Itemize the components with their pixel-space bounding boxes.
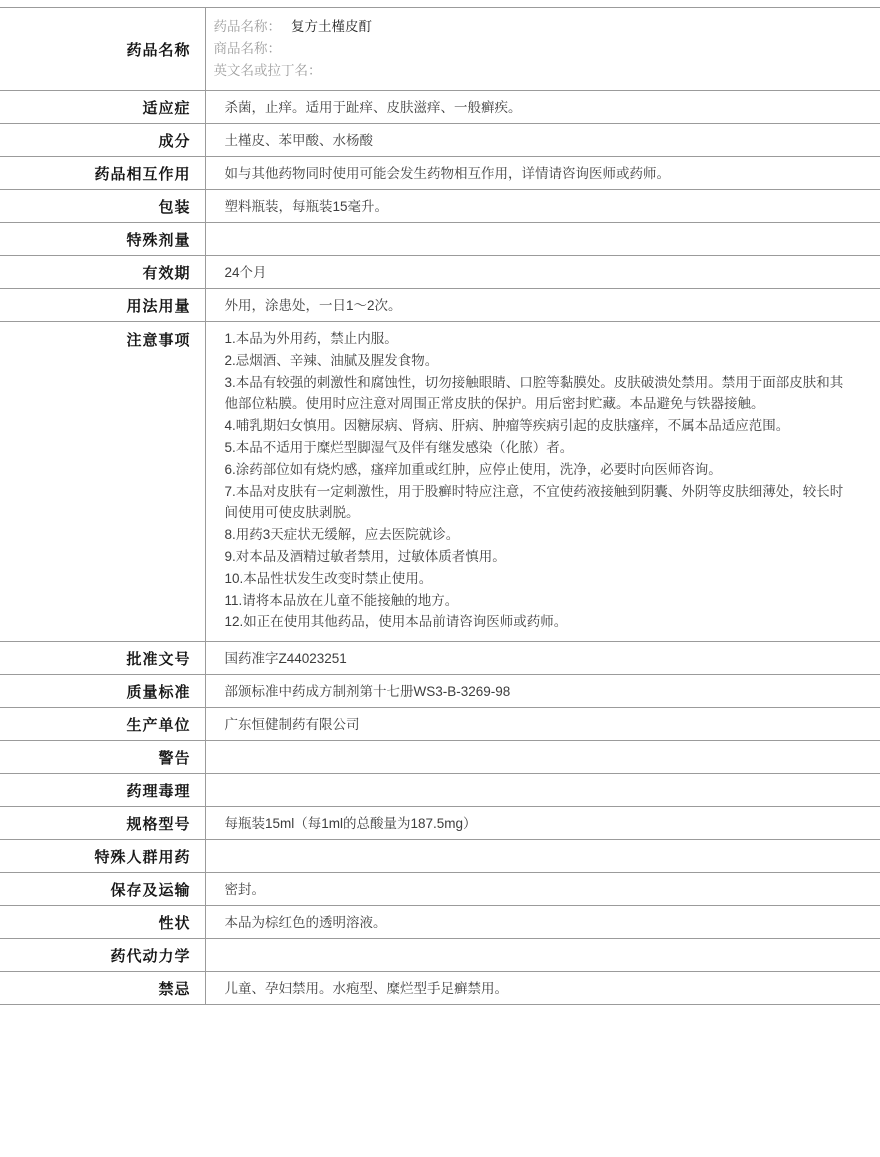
row-value: 杀菌，止痒。适用于趾痒、皮肤滋痒、一般癣疾。 bbox=[205, 91, 880, 124]
table-row-appearance bbox=[0, 906, 880, 939]
row-value: 土槿皮、苯甲酸、水杨酸 bbox=[205, 124, 880, 157]
row-value bbox=[205, 322, 880, 642]
row-label: 注意事项 bbox=[126, 332, 191, 349]
row-label: 药品名称 bbox=[126, 41, 191, 59]
row-value bbox=[205, 223, 880, 256]
row-label: 特殊剂量 bbox=[126, 231, 191, 249]
row-label: 适应症 bbox=[142, 99, 191, 117]
row-label: 药代动力学 bbox=[110, 947, 191, 965]
row-label: 批准文号 bbox=[126, 650, 191, 668]
table-row-interactions bbox=[0, 157, 880, 190]
row-label: 用法用量 bbox=[126, 297, 191, 315]
row-label: 药理毒理 bbox=[126, 782, 191, 800]
drug-name-field bbox=[214, 16, 861, 38]
row-label: 成分 bbox=[158, 132, 191, 150]
row-value bbox=[205, 774, 880, 807]
precaution-item: 11.请将本品放在儿童不能接触的地方。 bbox=[224, 592, 459, 608]
field-label: 商品名称： bbox=[213, 41, 281, 56]
row-value: 塑料瓶装，每瓶装15毫升。 bbox=[205, 190, 880, 223]
table-row-specification bbox=[0, 807, 880, 840]
table-row-warning bbox=[0, 741, 880, 774]
table-row-shelf-life bbox=[0, 256, 880, 289]
row-value: 国药准字Z44023251 bbox=[205, 642, 880, 675]
field-label: 英文名或拉丁名： bbox=[213, 63, 322, 78]
row-value: 每瓶装15ml（每1ml的总酸量为187.5mg） bbox=[205, 807, 880, 840]
row-value bbox=[205, 840, 880, 873]
row-label: 性状 bbox=[158, 914, 191, 932]
row-label: 特殊人群用药 bbox=[94, 848, 191, 866]
table-row-packaging bbox=[0, 190, 880, 223]
row-label: 有效期 bbox=[142, 264, 191, 282]
row-value: 24个月 bbox=[205, 256, 880, 289]
row-value: 儿童、孕妇禁用。水疱型、糜烂型手足癣禁用。 bbox=[205, 972, 880, 1005]
row-label: 警告 bbox=[158, 749, 191, 767]
row-value bbox=[205, 741, 880, 774]
precaution-item: 4.哺乳期妇女慎用。因糖尿病、肾病、肝病、肿瘤等疾病引起的皮肤瘙痒，不属本品适应范围。 bbox=[224, 418, 790, 434]
table-row-contraindications bbox=[0, 972, 880, 1005]
precaution-item: 2.忌烟酒、辛辣、油腻及腥发食物。 bbox=[224, 352, 439, 368]
row-label: 保存及运输 bbox=[110, 881, 191, 899]
precaution-item: 9.对本品及酒精过敏者禁用，过敏体质者慎用。 bbox=[224, 548, 506, 564]
row-value: 如与其他药物同时使用可能会发生药物相互作用，详情请咨询医师或药师。 bbox=[205, 157, 880, 190]
table-row-precautions bbox=[0, 322, 880, 642]
precaution-item: 3.本品有较强的刺激性和腐蚀性，切勿接触眼睛、口腔等黏膜处。皮肤破溃处禁用。禁用于面部皮肤和其他部位粘膜。使用时应注意对周围正常皮肤的保护。用后密封贮藏。本品避免与铁器接触。 bbox=[224, 374, 844, 412]
table-row-manufacturer bbox=[0, 708, 880, 741]
table-row-quality-standard bbox=[0, 675, 880, 708]
row-value: 本品为棕红色的透明溶液。 bbox=[205, 906, 880, 939]
row-label: 包装 bbox=[158, 198, 191, 216]
drug-name-value: 复方土槿皮酊 bbox=[291, 19, 372, 34]
table-row-storage-transport bbox=[0, 873, 880, 906]
precaution-item: 5.本品不适用于糜烂型脚湿气及伴有继发感染（化脓）者。 bbox=[224, 439, 574, 455]
table-row-dosage-usage bbox=[0, 289, 880, 322]
table-row-special-dosage bbox=[0, 223, 880, 256]
row-value: 广东恒健制药有限公司 bbox=[205, 708, 880, 741]
row-label: 质量标准 bbox=[126, 683, 191, 701]
precaution-item: 1.本品为外用药，禁止内服。 bbox=[224, 331, 398, 346]
table-row-indications bbox=[0, 91, 880, 124]
row-value bbox=[205, 939, 880, 972]
table-row-pharmacokinetics bbox=[0, 939, 880, 972]
row-label: 禁忌 bbox=[158, 980, 191, 998]
trade-name-field bbox=[214, 38, 861, 60]
drug-info-table bbox=[0, 7, 880, 1005]
precaution-item: 10.本品性状发生改变时禁止使用。 bbox=[224, 570, 433, 586]
row-label: 药品相互作用 bbox=[94, 165, 191, 183]
row-label: 生产单位 bbox=[126, 716, 191, 734]
table-row-special-populations bbox=[0, 840, 880, 873]
row-value: 外用，涂患处，一日1～2次。 bbox=[205, 289, 880, 322]
english-name-field bbox=[214, 60, 861, 82]
row-value bbox=[205, 8, 880, 91]
table-row-ingredients bbox=[0, 124, 880, 157]
row-value: 密封。 bbox=[205, 873, 880, 906]
field-label: 药品名称： bbox=[213, 19, 281, 34]
table-row-approval-number bbox=[0, 642, 880, 675]
precaution-item: 12.如正在使用其他药品，使用本品前请咨询医师或药师。 bbox=[224, 614, 568, 630]
table-row-pharmacology-toxicology bbox=[0, 774, 880, 807]
row-label: 规格型号 bbox=[126, 815, 191, 833]
precaution-item: 8.用药3天症状无缓解，应去医院就诊。 bbox=[224, 527, 460, 543]
precaution-item: 7.本品对皮肤有一定刺激性，用于股癣时特应注意，不宜使药液接触到阴囊、外阴等皮肤细薄处，较长时间使用可使皮肤剥脱。 bbox=[224, 483, 844, 521]
drug-info-page bbox=[0, 7, 880, 1157]
table-row-drug-name bbox=[0, 8, 880, 91]
row-value: 部颁标准中药成方制剂第十七册WS3-B-3269-98 bbox=[205, 675, 880, 708]
precaution-item: 6.涂药部位如有烧灼感，瘙痒加重或红肿，应停止使用，洗净，必要时向医师咨询。 bbox=[224, 461, 722, 477]
